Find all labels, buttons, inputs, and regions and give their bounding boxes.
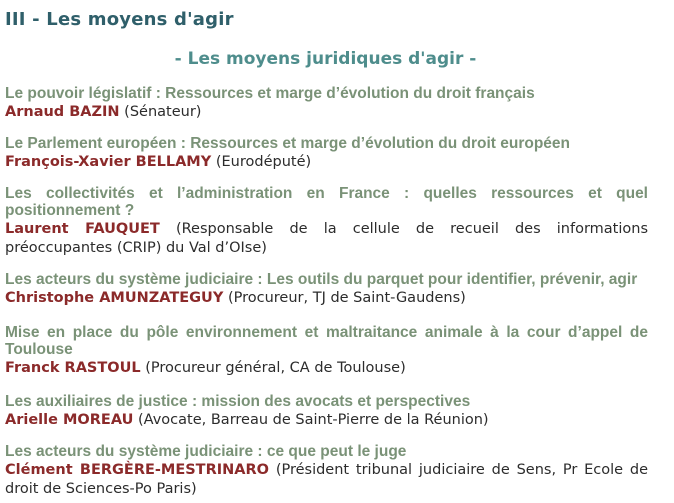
entry-speaker-line [5, 461, 648, 499]
entry-speaker-line [5, 153, 648, 172]
entry-topic: Les collectivités et l’administration en France : quelles ressources et quel positionnement ? [5, 185, 648, 219]
subsection-title: - Les moyens juridiques d'agir - [174, 49, 477, 69]
speaker-name: Franck RASTOUL [5, 360, 141, 376]
speaker-role: (Eurodéputé) [215, 154, 312, 170]
program-entry [5, 185, 648, 258]
speaker-role: (Avocate, Barreau de Saint-Pierre de la Réunion) [138, 412, 489, 428]
entry-speaker-line [5, 103, 648, 122]
program-entry [5, 85, 648, 122]
program-entry [5, 135, 648, 172]
speaker-name: Clément BERGÈRE-MESTRINARO [5, 462, 269, 478]
entry-topic: Les acteurs du système judiciaire : ce que peut le juge [5, 443, 407, 460]
entry-speaker-line [5, 359, 648, 378]
speaker-role: (Procureur, TJ de Saint-Gaudens) [227, 290, 466, 306]
speaker-name: François-Xavier BELLAMY [5, 154, 212, 170]
entry-speaker-line [5, 411, 648, 430]
entry-topic: Mise en place du pôle environnement et maltraitance animale à la cour d’appel de Toulouse [5, 324, 648, 358]
entry-speaker-line [5, 289, 648, 308]
speaker-role: (Sénateur) [124, 104, 202, 120]
entry-topic: Les auxiliaires de justice : mission des avocats et perspectives [5, 393, 471, 410]
speaker-role: (Responsable de la cellule de recueil des informations préoccupantes (CRIP) du Val d’OIse) [5, 221, 648, 256]
entry-topic: Le pouvoir législatif : Ressources et marge d’évolution du droit français [5, 85, 535, 102]
speaker-role: (Président tribunal judiciaire de Sens, Pr Ecole de droit de Sciences-Po Paris) [5, 462, 649, 497]
speaker-name: Arielle MOREAU [5, 412, 134, 428]
program-entry [5, 393, 648, 430]
program-entry [5, 443, 648, 499]
program-entry [5, 271, 648, 308]
entry-speaker-line [5, 220, 648, 258]
speaker-name: Arnaud BAZIN [5, 104, 120, 120]
entry-topic: Le Parlement européen : Ressources et marge d’évolution du droit européen [5, 135, 571, 152]
speaker-name: Christophe AMUNZATEGUY [5, 290, 224, 306]
program-entry [5, 324, 648, 378]
section-title: III - Les moyens d'agir [5, 9, 234, 30]
speaker-role: (Procureur général, CA de Toulouse) [145, 360, 406, 376]
entry-topic: Les acteurs du système judiciaire : Les outils du parquet pour identifier, prévenir, agir [5, 271, 638, 288]
speaker-name: Laurent FAUQUET [5, 221, 160, 237]
